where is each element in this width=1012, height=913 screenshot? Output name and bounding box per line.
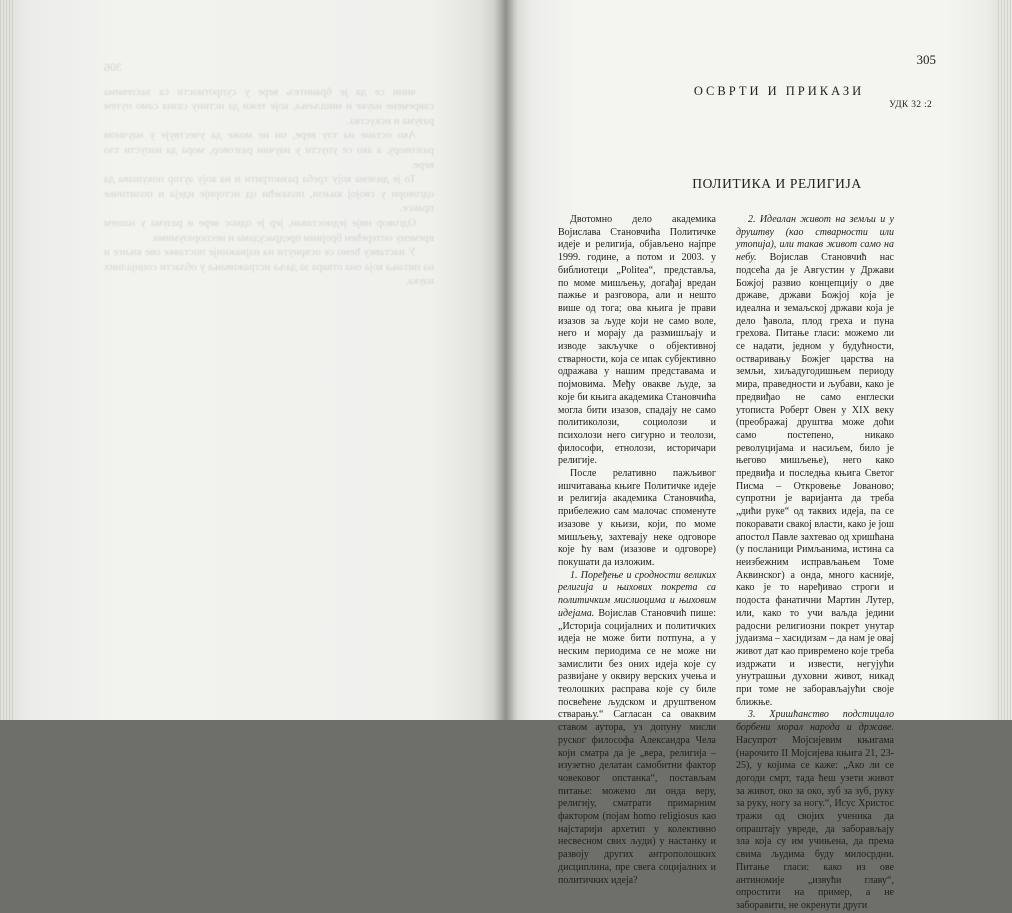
paragraph-lead: 3. Хришћанство подстицало борбени морал народа и државе.	[736, 709, 894, 734]
paragraph-body: Војислав Становчић нас подсећа да је Августин у Држави Божјој развио концепцију о две државе, држави Божјој која је идеална и земаљској држави која је дело ђавола, плод греха и пуна грехова. Питање гласи: можемо ли се надати, једном у будућности, остваривању Божјег царства на земљи, хиљадугодишњем периоду мира, праведности и љубави, како је предвиђао не само енглески утописта Роберт Овен у XIX веку (преображај друштва може доћи само постепено, никако револуцијама и насиљем, било је његово мишљење), него како предвиђа и последња књига Светог Писма – Откровење Јованово; супротни је варијанта да треба „дићи руке“ од таквих идеја, па се покоравати свакој власти, како је још апостол Павле захтевао од хришћана (у посланици Римљанима, истина са неизбежним исправљањем Томе Аквинског) а онда, много касније, како је то наређивао строги и подоста фанатични Мартин Лутер, или, како то учи ваљда једини радосни религиозни покрет унутар јудаизма – хасидизам – да нам је овај живот дат као привремено које треба издржати и извести, негујући унутрашњи духовни живот, никад при томе не заборављајући своје ближње.	[736, 252, 894, 708]
paragraph: После релативно пажљивог ишчитавања књиге Политичке идеје и религија академика Становчића, прибележио сам малочас споменуте изазове у књизи, који, по моме мишљењу, захтевају неке одговоре које ћу вам (изазове и одговоре) покушати да изложим.	[558, 468, 716, 568]
show-through-paragraph: Ако остане на тлу вере, он не може да учествује у научном разговору, а ако се упусти у научни разговор, мора да напусти тло вере.	[104, 129, 434, 171]
right-page-edges	[998, 0, 1012, 720]
show-through-paragraph: чини се да је бранитељ вере у супротности са захтевима савремене науке и мишљења, које тежи да истину сазна само путем разума и искуства.	[104, 85, 434, 127]
paragraph-body: Војислав Становчић пише: „Историја социјалних и политичких идеја не може бити потпуна, а у неским периодима се не може ни замислити без оних идеја које су развијане у оквиру верских учења и теолошких расправа које су биле посвећене људском и друштвеном стварању.“ Сагласан са оваквим ставом аутора, уз допуну мисли руског философа Александра Чела који сматра да је „вера, религија – изузетно делатан самобитни фактор човековог опстанка“, постављам питање: можемо ли онда веру, религију, сматрати примарним фактором (појам homo religiosus као најстарији архетип у колективно несвесном свих људи) у настанку и развоју других антрополошких дисциплина, пре свега социјалних и политичких идеја?	[558, 607, 716, 886]
show-through-paragraph: Одговор није једноставан, јер је однос вере и разума у нашем времену оптерећен бројним предрасудама и неспоразумима.	[104, 216, 434, 244]
left-page-edges	[0, 0, 14, 720]
udc-classification: УДК 32 :2	[889, 100, 932, 110]
left-page	[0, 0, 506, 720]
paragraph	[736, 214, 894, 709]
paragraph-body: Насупрот Мојсијевим књигама (нарочито II Мојсијева књига 21, 23-25), у којима се каже: „Ако ли се догоди смрт, тада ћеш узети живот за живот, око за око, зуб за зуб, руку за руку, ногу за ногу.“, Исус Христос тражи од својих ученика да опраштају увреде, да заборављају зла која су им учињена, да према свима људима буду милосрдни. Питање гласи: како из ове антиномије „извући главу“, опростити на пример, а не заборавити, не окренути други	[736, 734, 894, 911]
article-title: ПОЛИТИКА И РЕЛИГИЈА	[692, 176, 862, 191]
book-gutter	[494, 0, 518, 720]
paragraph-lead: 2. Идеалан живот на земљи и у друштву (као стварности или утопија), или такав живот само на небу.	[736, 214, 894, 264]
paragraph: Двотомно дело академика Војислава Становчића Политичке идеје и религија, објављено најпре 1999. године, а потом и 2003. у библиотеци „Politea“, представља, по моме мишљењу, догађај вредан пажње и разговора, али и нешто више од тога; ова књига је прави изазов за људе који не само воле, него и морају да размишљају и изводе закључке о објективној стварности, која се ипак субјективно одражава у нашим представама и појмовима. Међу овакве људе, за које би књига академика Становчића могла бити изазов, спадају не само политиколози, социолози и психолози него сигурно и теолози, философи, етнолози, историчари религије.	[558, 214, 716, 467]
text-column-right	[736, 214, 894, 913]
paragraph-lead: 1. Поређење и сродности великих религија и њихових покрета са политичким мислиоцима и њиховим идејама.	[558, 569, 716, 619]
paragraph	[558, 570, 716, 888]
paragraph	[736, 709, 894, 912]
page-number: 305	[916, 52, 936, 67]
show-through-page-number: 306	[104, 60, 122, 74]
section-heading: ОСВРТИ И ПРИКАЗИ	[693, 84, 865, 98]
text-column-left	[558, 214, 716, 887]
show-through-paragraph: У наставку ћемо се осврнути на најважније поставке ове књиге и на питања која она отвара за даља истраживања у области социјалних наука.	[104, 246, 434, 288]
show-through-paragraph: То је дилема коју треба размотрити и на коју аутор покушава да одговори у својој књизи, полазећи од историје идеја и политичке праксе.	[104, 173, 434, 215]
show-through-text	[104, 60, 434, 680]
